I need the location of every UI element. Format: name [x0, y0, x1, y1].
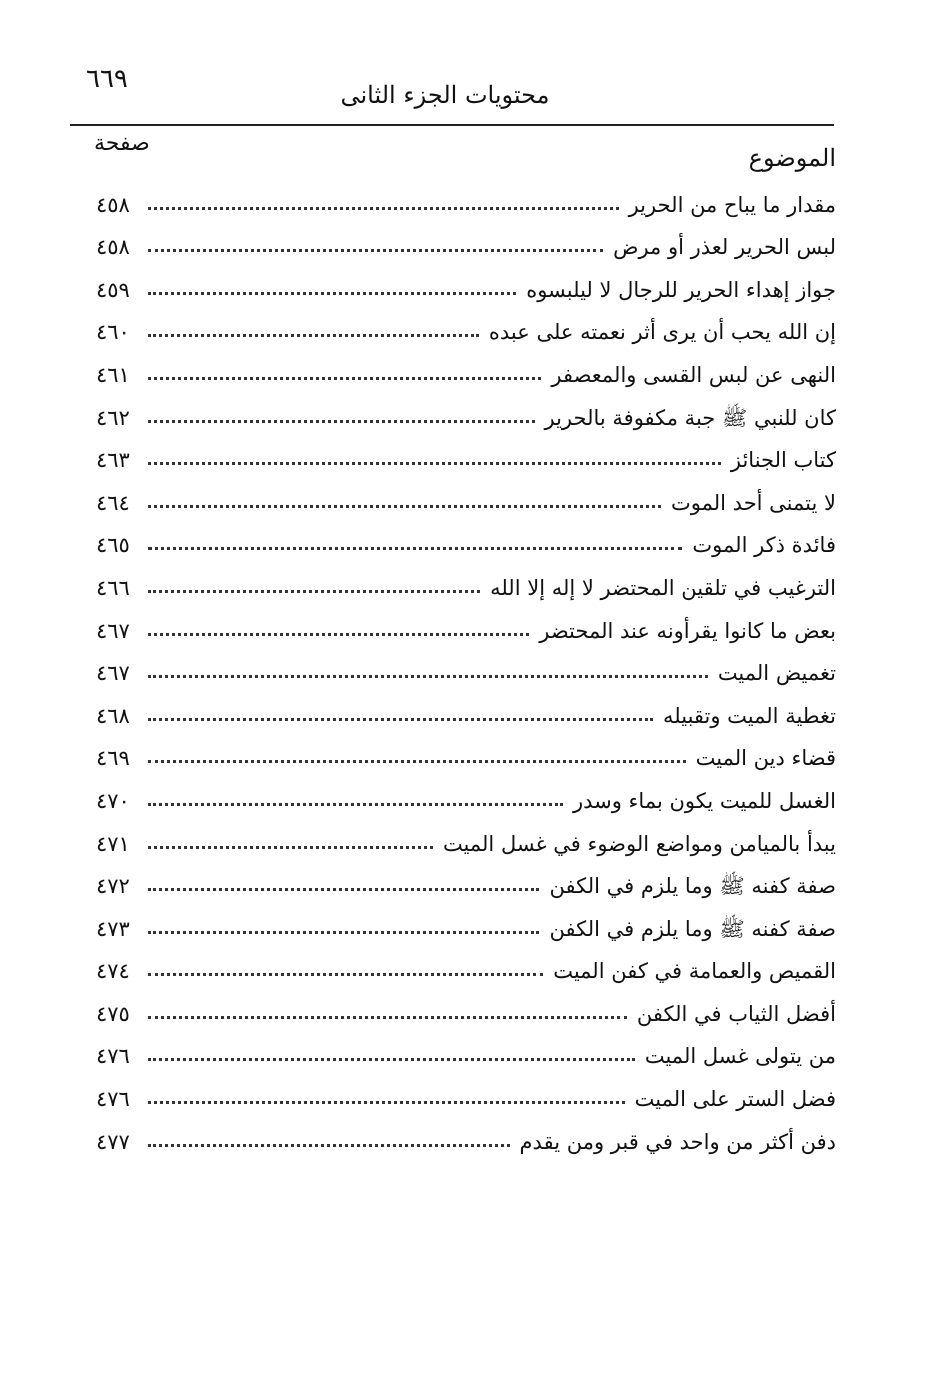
- dot-leader: [148, 888, 539, 891]
- toc-page: ٤٥٩: [96, 277, 130, 302]
- dot-leader: [148, 292, 516, 295]
- toc-page: ٤٦٢: [96, 405, 130, 430]
- running-title: محتويات الجزء الثانى: [340, 81, 550, 109]
- toc-page: ٤٧٥: [96, 1001, 130, 1026]
- toc-entry: [96, 606, 836, 649]
- toc-entry: [96, 350, 836, 393]
- toc-page: ٤٦٥: [96, 533, 130, 558]
- toc-page: ٤٦٧: [96, 618, 130, 643]
- toc-entry: [96, 862, 836, 905]
- toc-page: ٤٦٩: [96, 746, 130, 771]
- page-column-label: صفحة: [94, 131, 150, 156]
- toc-page: ٤٧٧: [96, 1129, 130, 1154]
- dot-leader: [148, 1058, 635, 1061]
- toc-entry: [96, 1032, 836, 1075]
- toc-entry: [96, 521, 836, 564]
- dot-leader: [148, 803, 563, 806]
- toc-topic: تغميض الميت: [717, 661, 836, 686]
- toc-topic: دفن أكثر من واحد في قبر ومن يقدم: [519, 1129, 836, 1154]
- dot-leader: [148, 1101, 625, 1104]
- toc-topic: كتاب الجنائز: [730, 448, 836, 473]
- toc-topic: النهى عن لبس القسى والمعصفر: [551, 362, 836, 387]
- toc-page: ٤٦٠: [96, 320, 130, 345]
- dot-leader: [148, 207, 619, 210]
- dot-leader: [148, 377, 541, 380]
- toc-entry: [96, 947, 836, 990]
- toc-entry: [96, 819, 836, 862]
- toc-topic: أفضل الثياب في الكفن: [636, 1001, 836, 1026]
- toc-topic: مقدار ما يباح من الحرير: [628, 192, 836, 217]
- toc-entry: [96, 223, 836, 266]
- toc-page: ٤٧٦: [96, 1087, 130, 1112]
- dot-leader: [148, 249, 603, 252]
- toc-topic: القميص والعمامة في كفن الميت: [553, 959, 836, 984]
- toc-page: ٤٦٤: [96, 490, 130, 515]
- toc-entry: [96, 734, 836, 777]
- toc-topic: جواز إهداء الحرير للرجال لا ليلبسوه: [526, 277, 836, 302]
- toc-entry: [96, 904, 836, 947]
- toc-entry: [96, 691, 836, 734]
- toc-entry: [96, 989, 836, 1032]
- dot-leader: [148, 1016, 627, 1019]
- dot-leader: [148, 760, 686, 763]
- toc-entry: [96, 308, 836, 351]
- toc-topic: بعض ما كانوا يقرأونه عند المحتضر: [539, 618, 836, 643]
- toc-page: ٤٧٤: [96, 959, 130, 984]
- dot-leader: [148, 973, 543, 976]
- toc-topic: من يتولى غسل الميت: [644, 1044, 836, 1069]
- toc-topic: لا يتمنى أحد الموت: [671, 490, 836, 515]
- toc-topic: قضاء دين الميت: [695, 746, 836, 771]
- dot-leader: [148, 334, 479, 337]
- dot-leader: [148, 931, 539, 934]
- toc-topic: صفة كفنه ﷺ وما يلزم في الكفن: [549, 916, 836, 941]
- topic-column-label: الموضوع: [748, 144, 836, 172]
- toc-page: ٤٦٧: [96, 661, 130, 686]
- toc-topic: فضل الستر على الميت: [634, 1087, 836, 1112]
- toc-page: ٤٧٠: [96, 788, 130, 813]
- header-rule: [70, 124, 834, 126]
- dot-leader: [148, 718, 653, 721]
- toc-topic: تغطية الميت وتقبيله: [663, 703, 836, 728]
- toc-entry: [96, 1117, 836, 1160]
- toc-entry: [96, 1074, 836, 1117]
- toc-page: ٤٧٦: [96, 1044, 130, 1069]
- toc-entry: [96, 436, 836, 479]
- toc-entry: [96, 393, 836, 436]
- toc-page: ٤٦١: [96, 362, 130, 387]
- toc-topic: إن الله يحب أن يرى أثر نعمته على عبده: [488, 320, 836, 345]
- toc-page: ٤٦٨: [96, 703, 130, 728]
- toc-page: ٤٧٢: [96, 874, 130, 899]
- toc-topic: فائدة ذكر الموت: [692, 533, 836, 558]
- dot-leader: [148, 590, 480, 593]
- toc-topic: لبس الحرير لعذر أو مرض: [613, 235, 836, 260]
- toc-topic: يبدأ بالميامن ومواضع الوضوء في غسل الميت: [442, 831, 836, 856]
- toc-page: ٤٦٦: [96, 575, 130, 600]
- toc-page: ٤٧٣: [96, 916, 130, 941]
- toc-entry: [96, 478, 836, 521]
- dot-leader: [148, 1144, 510, 1147]
- dot-leader: [148, 633, 529, 636]
- toc-entry: [96, 649, 836, 692]
- dot-leader: [148, 505, 661, 508]
- dot-leader: [148, 420, 535, 423]
- toc-topic: كان للنبي ﷺ جبة مكفوفة بالحرير: [544, 405, 836, 430]
- table-of-contents: [96, 180, 836, 1160]
- toc-entry: [96, 563, 836, 606]
- toc-entry: [96, 776, 836, 819]
- toc-topic: الترغيب في تلقين المحتضر لا إله إلا الله: [490, 575, 836, 600]
- toc-page: ٤٥٨: [96, 235, 130, 260]
- toc-entry: [96, 180, 836, 223]
- dot-leader: [148, 462, 721, 465]
- toc-entry: [96, 265, 836, 308]
- toc-topic: صفة كفنه ﷺ وما يلزم في الكفن: [549, 874, 836, 899]
- dot-leader: [148, 547, 682, 550]
- toc-page: ٤٥٨: [96, 192, 130, 217]
- toc-topic: الغسل للميت يكون بماء وسدر: [572, 788, 836, 813]
- dot-leader: [148, 846, 433, 849]
- page-number: ٦٦٩: [86, 64, 128, 94]
- dot-leader: [148, 675, 708, 678]
- toc-page: ٤٦٣: [96, 448, 130, 473]
- toc-page: ٤٧١: [96, 831, 130, 856]
